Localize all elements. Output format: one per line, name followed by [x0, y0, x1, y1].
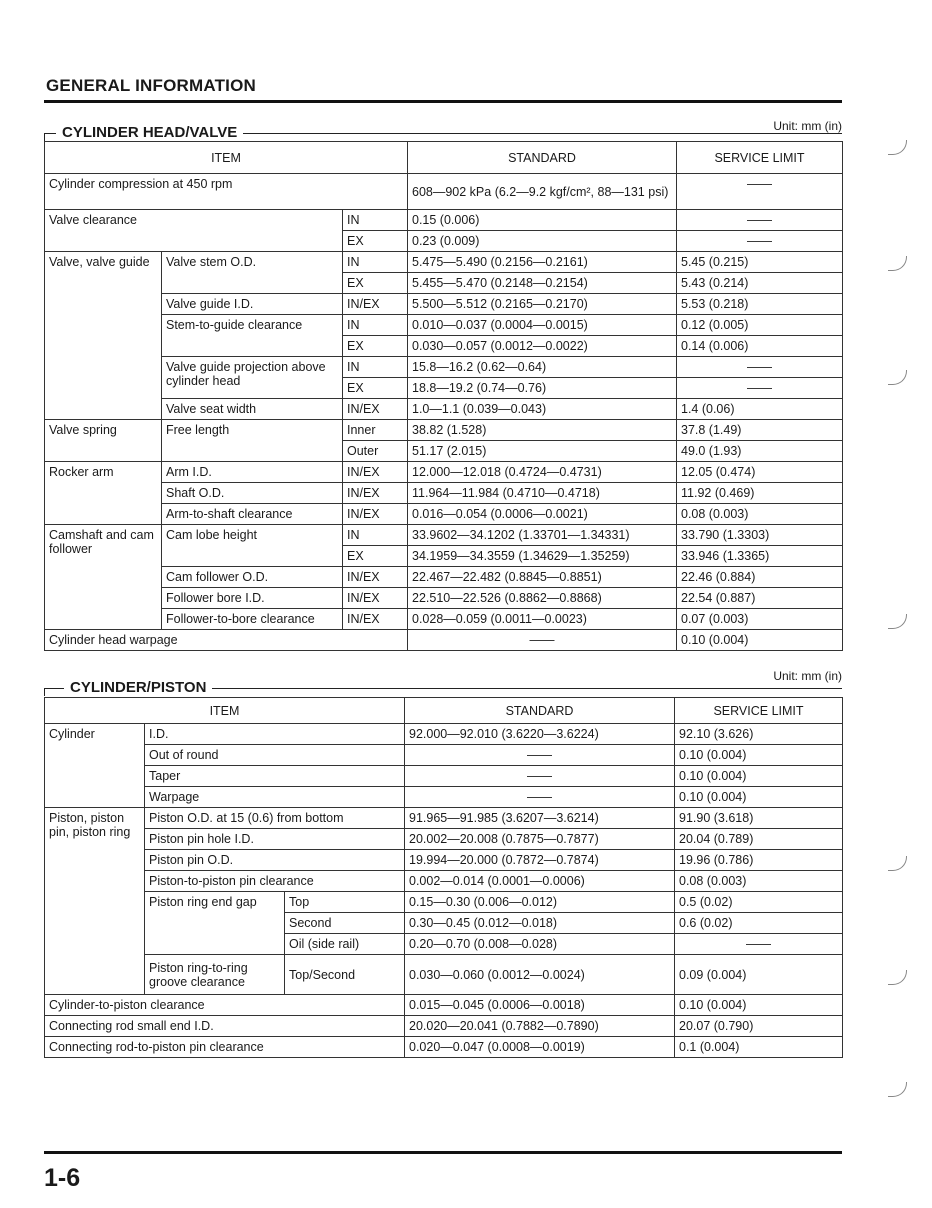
row-limit: 0.10 (0.004): [675, 766, 843, 787]
section-unit: Unit: mm (in): [773, 669, 842, 683]
row-item: Stem-to-guide clearance: [162, 315, 343, 357]
row-group: Valve spring: [45, 420, 162, 462]
row-limit: 0.10 (0.004): [675, 995, 843, 1016]
row-limit: 0.08 (0.003): [677, 504, 843, 525]
row-limit: 0.10 (0.004): [675, 787, 843, 808]
row-standard: 0.23 (0.009): [408, 231, 677, 252]
row-limit: 19.96 (0.786): [675, 850, 843, 871]
row-standard: 92.000—92.010 (3.6220—3.6224): [405, 724, 675, 745]
row-limit: 20.07 (0.790): [675, 1016, 843, 1037]
row-standard: 20.020—20.041 (0.7882—0.7890): [405, 1016, 675, 1037]
row-standard: ——: [405, 766, 675, 787]
row-sub: IN/EX: [343, 588, 408, 609]
row-limit: 0.09 (0.004): [675, 955, 843, 995]
table-row: [45, 724, 843, 745]
row-standard: ——: [405, 745, 675, 766]
row-sub: IN/EX: [343, 483, 408, 504]
binding-mark: [888, 370, 907, 385]
row-item: Valve guide I.D.: [162, 294, 343, 315]
row-item: Piston O.D. at 15 (0.6) from bottom: [145, 808, 405, 829]
section-unit: Unit: mm (in): [773, 119, 842, 133]
row-standard: 0.30—0.45 (0.012—0.018): [405, 913, 675, 934]
row-standard: 0.002—0.014 (0.0001—0.0006): [405, 871, 675, 892]
table-row: [45, 955, 843, 995]
header-rule: [44, 100, 842, 103]
row-sub: EX: [343, 546, 408, 567]
row-standard: 33.9602—34.1202 (1.33701—1.34331): [408, 525, 677, 546]
row-group: Cylinder: [45, 724, 145, 808]
row-standard: 0.030—0.060 (0.0012—0.0024): [405, 955, 675, 995]
row-standard: 20.002—20.008 (0.7875—0.7877): [405, 829, 675, 850]
col-header-standard: STANDARD: [408, 142, 677, 174]
row-sub: EX: [343, 231, 408, 252]
row-item: Piston ring end gap: [145, 892, 285, 955]
table-row: [45, 766, 843, 787]
row-item: Piston ring-to-ring groove clearance: [145, 955, 285, 995]
section-frame-left: [44, 688, 45, 696]
row-item: Cam lobe height: [162, 525, 343, 567]
row-sub: EX: [343, 336, 408, 357]
row-sub: Top/Second: [285, 955, 405, 995]
row-group: Piston, piston pin, piston ring: [45, 808, 145, 995]
row-item: Arm-to-shaft clearance: [162, 504, 343, 525]
row-limit: 0.08 (0.003): [675, 871, 843, 892]
row-item: Piston pin hole I.D.: [145, 829, 405, 850]
row-limit: 22.46 (0.884): [677, 567, 843, 588]
table-row: [45, 399, 843, 420]
binding-mark: [888, 256, 907, 271]
binding-mark: [888, 1082, 907, 1097]
row-limit: 33.946 (1.3365): [677, 546, 843, 567]
table-row: [45, 588, 843, 609]
row-sub: IN: [343, 252, 408, 273]
table-row: [45, 483, 843, 504]
row-standard: ——: [408, 630, 677, 651]
table-row: [45, 1037, 843, 1058]
row-standard: 0.010—0.037 (0.0004—0.0015): [408, 315, 677, 336]
table-row: [45, 995, 843, 1016]
row-sub: Top: [285, 892, 405, 913]
page-header-title: GENERAL INFORMATION: [46, 76, 256, 95]
table-row: [45, 294, 843, 315]
row-standard: 0.15—0.30 (0.006—0.012): [405, 892, 675, 913]
row-item: Shaft O.D.: [162, 483, 343, 504]
section-title-cylinder-piston: CYLINDER/PISTON: [64, 679, 212, 696]
row-item: Cam follower O.D.: [162, 567, 343, 588]
row-standard: 22.510—22.526 (0.8862—0.8868): [408, 588, 677, 609]
row-limit: 5.53 (0.218): [677, 294, 843, 315]
row-limit: 49.0 (1.93): [677, 441, 843, 462]
row-item: Valve stem O.D.: [162, 252, 343, 294]
row-limit: 12.05 (0.474): [677, 462, 843, 483]
row-sub: IN: [343, 315, 408, 336]
table-row: [45, 1016, 843, 1037]
col-header-standard: STANDARD: [405, 698, 675, 724]
table-row: [45, 745, 843, 766]
row-sub: IN/EX: [343, 462, 408, 483]
row-limit: 92.10 (3.626): [675, 724, 843, 745]
table-row: [45, 357, 843, 378]
row-item: Free length: [162, 420, 343, 462]
table-row: [45, 871, 843, 892]
footer-rule: [44, 1151, 842, 1154]
row-sub: EX: [343, 378, 408, 399]
row-item: Cylinder-to-piston clearance: [45, 995, 405, 1016]
row-standard: 12.000—12.018 (0.4724—0.4731): [408, 462, 677, 483]
row-limit: ——: [677, 357, 843, 378]
row-sub: Second: [285, 913, 405, 934]
row-item: Follower bore I.D.: [162, 588, 343, 609]
row-limit: 0.5 (0.02): [675, 892, 843, 913]
row-limit: 0.6 (0.02): [675, 913, 843, 934]
row-item: Out of round: [145, 745, 405, 766]
binding-mark: [888, 614, 907, 629]
row-standard: 0.030—0.057 (0.0012—0.0022): [408, 336, 677, 357]
row-limit: 0.07 (0.003): [677, 609, 843, 630]
row-sub: IN/EX: [343, 294, 408, 315]
row-limit: 0.10 (0.004): [675, 745, 843, 766]
row-standard: ——: [405, 787, 675, 808]
row-item: Follower-to-bore clearance: [162, 609, 343, 630]
row-sub: EX: [343, 273, 408, 294]
row-limit: 1.4 (0.06): [677, 399, 843, 420]
row-item: Arm I.D.: [162, 462, 343, 483]
row-group: Valve clearance: [45, 210, 343, 252]
row-item: Connecting rod-to-piston pin clearance: [45, 1037, 405, 1058]
row-standard: 18.8—19.2 (0.74—0.76): [408, 378, 677, 399]
table-row: [45, 462, 843, 483]
row-standard: 0.15 (0.006): [408, 210, 677, 231]
row-standard: 1.0—1.1 (0.039—0.043): [408, 399, 677, 420]
row-standard: 0.020—0.047 (0.0008—0.0019): [405, 1037, 675, 1058]
row-standard: 5.475—5.490 (0.2156—0.2161): [408, 252, 677, 273]
row-item: Connecting rod small end I.D.: [45, 1016, 405, 1037]
row-item: Piston pin O.D.: [145, 850, 405, 871]
row-sub: IN: [343, 525, 408, 546]
table-row: [45, 315, 843, 336]
table-row: [45, 252, 843, 273]
table-row: [45, 829, 843, 850]
table-row: [45, 787, 843, 808]
row-group: Rocker arm: [45, 462, 162, 525]
table-row: [45, 567, 843, 588]
row-sub: IN/EX: [343, 609, 408, 630]
row-limit: 91.90 (3.618): [675, 808, 843, 829]
table-row: [45, 525, 843, 546]
row-standard: 608—902 kPa (6.2—9.2 kgf/cm², 88—131 psi): [408, 174, 677, 210]
col-header-service-limit: SERVICE LIMIT: [677, 142, 843, 174]
row-standard: 34.1959—34.3559 (1.34629—1.35259): [408, 546, 677, 567]
row-standard: 22.467—22.482 (0.8845—0.8851): [408, 567, 677, 588]
row-limit: 5.43 (0.214): [677, 273, 843, 294]
section-title-cylinder-head-valve: CYLINDER HEAD/VALVE: [56, 124, 243, 141]
row-group: Valve, valve guide: [45, 252, 162, 420]
row-standard: 19.994—20.000 (0.7872—0.7874): [405, 850, 675, 871]
row-limit: 0.10 (0.004): [677, 630, 843, 651]
row-standard: 0.20—0.70 (0.008—0.028): [405, 934, 675, 955]
row-item: Warpage: [145, 787, 405, 808]
row-item: Cylinder head warpage: [45, 630, 408, 651]
row-standard: 91.965—91.985 (3.6207—3.6214): [405, 808, 675, 829]
row-limit: 5.45 (0.215): [677, 252, 843, 273]
row-limit: 11.92 (0.469): [677, 483, 843, 504]
row-standard: 5.455—5.470 (0.2148—0.2154): [408, 273, 677, 294]
row-standard: 11.964—11.984 (0.4710—0.4718): [408, 483, 677, 504]
row-limit: ——: [677, 231, 843, 252]
row-sub: IN/EX: [343, 399, 408, 420]
table-row: [45, 892, 843, 913]
table-row: [45, 850, 843, 871]
row-standard: 38.82 (1.528): [408, 420, 677, 441]
row-standard: 0.015—0.045 (0.0006—0.0018): [405, 995, 675, 1016]
row-sub: Inner: [343, 420, 408, 441]
row-item: Piston-to-piston pin clearance: [145, 871, 405, 892]
row-limit: 37.8 (1.49): [677, 420, 843, 441]
row-limit: 0.12 (0.005): [677, 315, 843, 336]
spec-table-cylinder-piston: [44, 697, 843, 1058]
row-item: Cylinder compression at 450 rpm: [45, 174, 408, 210]
row-sub: Oil (side rail): [285, 934, 405, 955]
row-limit: 33.790 (1.3303): [677, 525, 843, 546]
table-row: [45, 174, 843, 210]
table-row: [45, 808, 843, 829]
page-number: 1-6: [44, 1164, 81, 1192]
table-row: [45, 609, 843, 630]
table-row: [45, 630, 843, 651]
col-header-item: ITEM: [45, 142, 408, 174]
row-standard: 15.8—16.2 (0.62—0.64): [408, 357, 677, 378]
row-item: Taper: [145, 766, 405, 787]
row-sub: IN: [343, 357, 408, 378]
row-limit: 22.54 (0.887): [677, 588, 843, 609]
row-sub: IN: [343, 210, 408, 231]
spec-table-cylinder-head-valve: [44, 141, 843, 651]
table-row: [45, 420, 843, 441]
row-standard: 0.016—0.054 (0.0006—0.0021): [408, 504, 677, 525]
table-row: [45, 504, 843, 525]
row-standard: 0.028—0.059 (0.0011—0.0023): [408, 609, 677, 630]
row-limit: ——: [677, 174, 843, 210]
row-sub: Outer: [343, 441, 408, 462]
col-header-item: ITEM: [45, 698, 405, 724]
row-sub: IN/EX: [343, 504, 408, 525]
row-limit: ——: [677, 210, 843, 231]
row-standard: 5.500—5.512 (0.2165—0.2170): [408, 294, 677, 315]
binding-mark: [888, 140, 907, 155]
row-limit: 0.1 (0.004): [675, 1037, 843, 1058]
row-limit: ——: [677, 378, 843, 399]
row-group: Camshaft and cam follower: [45, 525, 162, 630]
row-limit: 0.14 (0.006): [677, 336, 843, 357]
binding-mark: [888, 856, 907, 871]
col-header-service-limit: SERVICE LIMIT: [675, 698, 843, 724]
row-item: Valve guide projection above cylinder head: [162, 357, 343, 399]
row-item: Valve seat width: [162, 399, 343, 420]
row-limit: 20.04 (0.789): [675, 829, 843, 850]
row-sub: IN/EX: [343, 567, 408, 588]
row-item: I.D.: [145, 724, 405, 745]
row-limit: ——: [675, 934, 843, 955]
binding-mark: [888, 970, 907, 985]
table-row: [45, 210, 843, 231]
row-standard: 51.17 (2.015): [408, 441, 677, 462]
